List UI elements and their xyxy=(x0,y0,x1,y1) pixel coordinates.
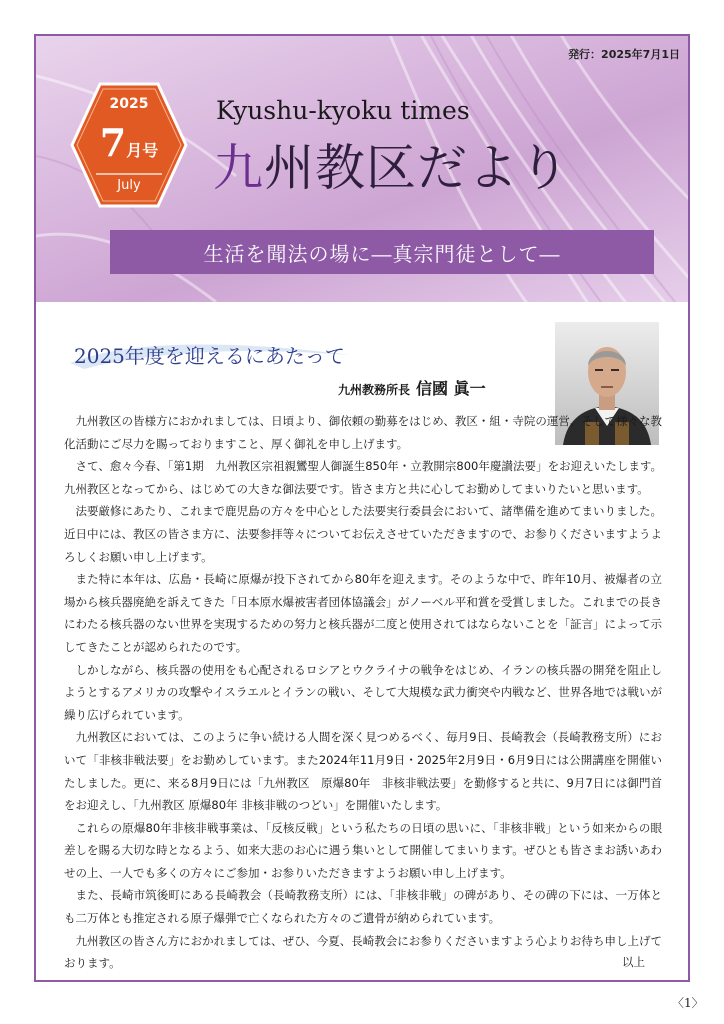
issue-year: 2025 xyxy=(109,96,149,112)
issue-month-english: July xyxy=(117,178,141,193)
article-paragraph: しかしながら、核兵器の使用をも心配されるロシアとウクライナの戦争をはじめ、イランの核兵器の開発を阻止しようとするアメリカの攻撃やイスラエルとイランの戦い、そして大規模な武力衝突や内戦など、世界各地では戦いが繰り広げられています。 xyxy=(64,662,662,722)
closing-mark: 以上 xyxy=(622,955,645,969)
article-paragraph: また、長崎市筑後町にある長崎教会（長崎教務支所）には、「非核非戦」の碑があり、その碑の下には、一万体とも二万体とも推定される原子爆弾で亡くなられた方々のご遺骨が納められています。 xyxy=(64,888,662,926)
title-english: Kyushu-kyoku times xyxy=(216,96,470,125)
author-line xyxy=(338,376,486,399)
issue-month-suffix: 月号 xyxy=(126,141,159,160)
title-rest: 州教区だより xyxy=(264,139,570,197)
author-name: 信國 眞一 xyxy=(416,379,486,398)
issue-month-number: 7 xyxy=(99,120,127,165)
article-paragraph: 法要厳修にあたり、これまで鹿児島の方々を中心とした法要実行委員会において、諸準備を進めてまいりました。近日中には、教区の皆さま方に、法要参拝等々についてお伝えさせていただきますので、お参りくださいますようよろしくお願い申し上げます。 xyxy=(64,504,662,564)
page-number: 〈1〉 xyxy=(672,996,704,1010)
article-paragraph: 九州教区においては、このように争い続ける人間を深く見つめるべく、毎月9日、長崎教会（長崎教務支所）において「非核非戦法要」をお勤めしています。また2024年11月9日・2025年2月9日・6月9日には公開講座を開催いたしました。更に、来る8月9日には「九州教区 原爆80年 非核非戦法要」を勤修すると共に、9月7日には御門首をお迎えし、「九州教区 原爆80年 非核非戦のつどい」を開催いたします。 xyxy=(64,730,662,813)
article-paragraph: 九州教区の皆さん方におかれましては、ぜひ、今夏、長崎教会にお参りくださいますよう心よりお待ち申し上げております。 xyxy=(64,933,662,971)
article-paragraph: さて、愈々今春、「第1期 九州教区宗祖親鸞聖人御誕生850年・立教開宗800年慶讃法要」をお迎えいたします。九州教区となってから、はじめての大きな御法要です。皆さま方と共に心してお勤めしてまいりたいと思います。 xyxy=(64,459,662,496)
issue-month xyxy=(70,120,188,165)
author-role: 九州教務所長 xyxy=(338,383,411,397)
article-body xyxy=(64,410,662,975)
article-paragraph: これらの原爆80年非核非戦事業は、「反核反戦」という私たちの日頃の思いに、「非核非戦」という如来からの眼差しを賜る大切な時となるよう、如来大悲のお心に遇う集いとして開催してまいります。ぜひとも皆さまお誘いあわせの上、一人でも多くの方々にご参加・お参りいただきますようお願い申し上げます。 xyxy=(64,820,662,880)
article-title: 2025年度を迎えるにあたって xyxy=(74,344,345,368)
article-paragraph: 九州教区の皆様方におかれましては、日頃より、御依頼の勤募をはじめ、教区・組・寺院の運営、そして様々な教化活動にご尽力を賜っておりますこと、厚く御礼を申し上げます。 xyxy=(64,414,662,451)
issue-badge xyxy=(70,82,188,208)
article-paragraph: また特に本年は、広島・長崎に原爆が投下されてから80年を迎えます。そのような中で、昨年10月、被爆者の立場から核兵器廃絶を訴えてきた「日本原水爆被害者団体協議会」がノーベル平和賞を受賞しました。これまでの長きにわたる核兵器のない世界を実現するための努力と核兵器が二度と使用されてはならないことを「証言」によって示してきたことが認められたのです。 xyxy=(64,572,662,654)
publish-date: 発行：2025年7月1日 xyxy=(568,48,680,61)
slogan-banner: 生活を聞法の場に―真宗門徒として― xyxy=(110,230,654,274)
title-first-char: 九 xyxy=(213,139,264,197)
title-japanese xyxy=(213,128,570,200)
